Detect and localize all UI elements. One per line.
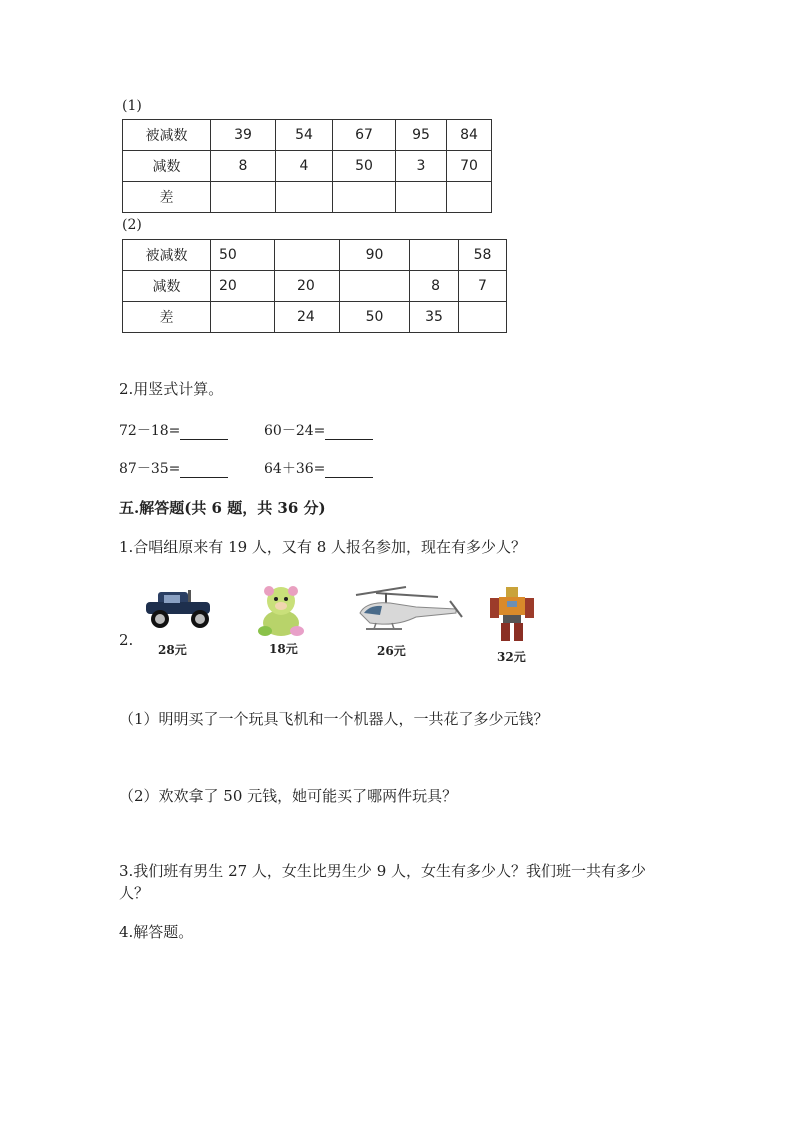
calc-expression: 87－35= <box>119 461 181 477</box>
table-cell: 90 <box>340 240 410 271</box>
table-cell: 8 <box>410 271 459 302</box>
answer-blank[interactable] <box>325 425 373 440</box>
table-cell: 35 <box>410 302 459 333</box>
toy-helicopter <box>346 583 464 635</box>
table-cell: 58 <box>459 240 507 271</box>
question-2-sub-2: （2）欢欢拿了 50 元钱，她可能买了哪两件玩具？ <box>119 787 458 805</box>
table1-label: (1) <box>122 98 142 114</box>
answer-blank[interactable] <box>180 463 228 478</box>
table-cell: 50 <box>333 151 396 182</box>
table-cell[interactable] <box>211 302 275 333</box>
row-header: 差 <box>123 182 211 213</box>
question-2-number: 2. <box>119 631 134 649</box>
table-cell: 7 <box>459 271 507 302</box>
table-cell: 50 <box>211 240 275 271</box>
table-cell: 20 <box>275 271 340 302</box>
question-3-line-1: 3.我们班有男生 27 人，女生比男生少 9 人，女生有多少人？我们班一共有多少 <box>119 862 647 880</box>
question-2-sub-1: （1）明明买了一个玩具飞机和一个机器人，一共花了多少元钱？ <box>119 710 549 728</box>
calc-expression: 64＋36= <box>264 461 326 477</box>
table-cell: 4 <box>276 151 333 182</box>
car-icon <box>140 586 218 630</box>
table-cell: 54 <box>276 120 333 151</box>
row-header: 被减数 <box>123 120 211 151</box>
calc-expression: 60－24= <box>264 423 326 439</box>
table-cell: 84 <box>447 120 492 151</box>
table-row <box>123 182 492 213</box>
row-header: 被减数 <box>123 240 211 271</box>
helicopter-icon <box>346 583 464 635</box>
table-row <box>123 120 492 151</box>
question-4: 4.解答题。 <box>119 923 194 941</box>
table-cell: 70 <box>447 151 492 182</box>
table-cell: 20 <box>211 271 275 302</box>
table-cell[interactable] <box>410 240 459 271</box>
table-row <box>123 271 507 302</box>
price-label: 28元 <box>158 643 187 657</box>
table-cell: 3 <box>396 151 447 182</box>
row-header: 差 <box>123 302 211 333</box>
table-cell[interactable] <box>447 182 492 213</box>
calc-item <box>119 458 228 478</box>
bear-icon <box>253 583 309 637</box>
question-3-line-2: 人？ <box>119 884 150 902</box>
toy-robot <box>487 585 537 643</box>
table-cell[interactable] <box>276 182 333 213</box>
table-row <box>123 302 507 333</box>
answer-blank[interactable] <box>180 425 228 440</box>
row-header: 减数 <box>123 151 211 182</box>
table1 <box>122 119 492 213</box>
table-cell: 24 <box>275 302 340 333</box>
toy-bear <box>253 583 309 637</box>
calc-item <box>119 420 228 440</box>
row-header: 减数 <box>123 271 211 302</box>
table-cell: 95 <box>396 120 447 151</box>
robot-icon <box>487 585 537 643</box>
table-cell[interactable] <box>275 240 340 271</box>
table2 <box>122 239 507 333</box>
answer-blank[interactable] <box>325 463 373 478</box>
price-label: 32元 <box>497 650 526 664</box>
table-cell[interactable] <box>396 182 447 213</box>
toy-car <box>140 586 218 630</box>
table-row <box>123 240 507 271</box>
price-label: 18元 <box>269 642 298 656</box>
price-label: 26元 <box>377 644 406 658</box>
section5-title: 五.解答题(共 6 题，共 36 分) <box>119 499 326 517</box>
table-cell: 67 <box>333 120 396 151</box>
question-1: 1.合唱组原来有 19 人，又有 8 人报名参加，现在有多少人？ <box>119 538 527 556</box>
calc-expression: 72－18= <box>119 423 181 439</box>
calc-item <box>264 420 373 440</box>
calc-item <box>264 458 373 478</box>
table-cell[interactable] <box>211 182 276 213</box>
table-cell: 8 <box>211 151 276 182</box>
table-cell: 39 <box>211 120 276 151</box>
table-cell[interactable] <box>459 302 507 333</box>
table-cell[interactable] <box>340 271 410 302</box>
table-cell: 50 <box>340 302 410 333</box>
table-row <box>123 151 492 182</box>
table-cell[interactable] <box>333 182 396 213</box>
table2-label: (2) <box>122 217 142 233</box>
q2-title: 2.用竖式计算。 <box>119 380 224 398</box>
